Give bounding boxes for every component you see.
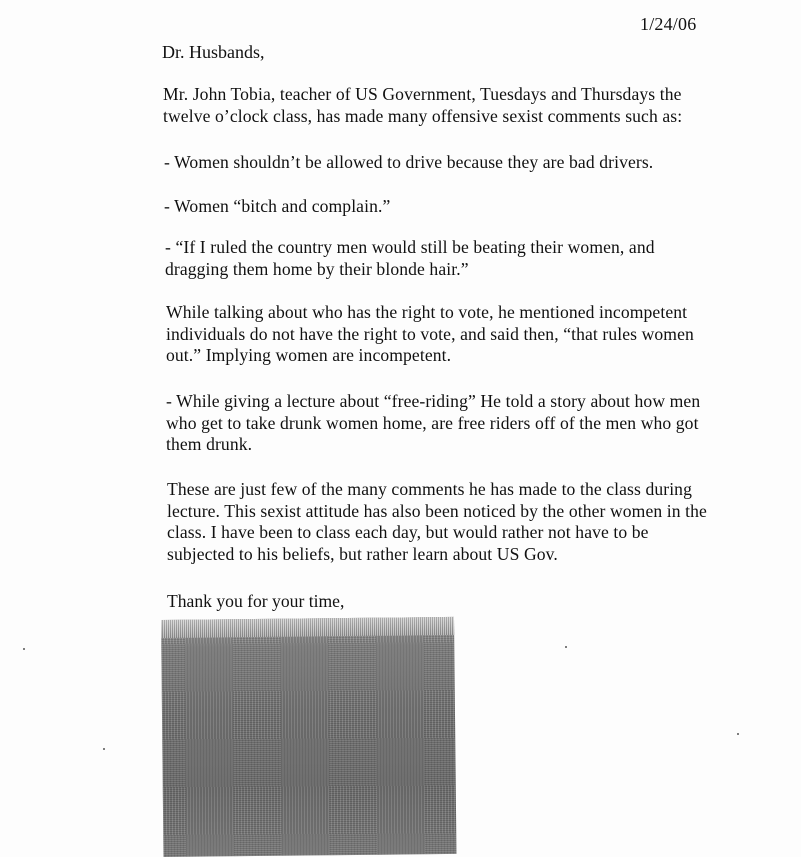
paragraph-line: class. I have been to class each day, but would rather not have to be — [167, 522, 649, 542]
paragraph-line: - Women shouldn’t be allowed to drive because they are bad drivers. — [164, 152, 654, 172]
paragraph-free-riding — [166, 391, 700, 456]
paragraph-line: them drunk. — [166, 434, 253, 454]
paragraph-line: - “If I ruled the country men would still be beating their women, and — [165, 237, 655, 257]
paragraph-line: dragging them home by their blonde hair.” — [165, 258, 469, 279]
paragraph-line: - While giving a lecture about “free-riding” He told a story about how men — [166, 391, 701, 411]
redacted-signature-block — [161, 617, 456, 857]
letter-date: 1/24/06 — [640, 14, 697, 34]
paragraph-line: out.” Implying women are incompetent. — [166, 345, 452, 365]
paragraph-line: who get to take drunk women home, are free riders off of the men who got — [166, 412, 699, 433]
paragraph-line: - Women “bitch and complain.” — [164, 196, 391, 216]
paragraph-line: lecture. This sexist attitude has also been noticed by the other women in the — [167, 500, 707, 521]
paragraph-comment-ruled — [165, 237, 655, 280]
paragraph-line: These are just few of the many comments he has made to the class during — [167, 479, 692, 499]
paragraph-line: While talking about who has the right to vote, he mentioned incompetent — [166, 302, 688, 322]
salutation: Dr. Husbands, — [162, 42, 265, 62]
scan-speck — [737, 733, 739, 735]
paragraph-vote — [166, 302, 694, 367]
paragraph-comment-complain — [164, 196, 390, 218]
scan-speck — [103, 748, 105, 750]
scan-speck — [565, 646, 567, 648]
closing-line: Thank you for your time, — [167, 591, 345, 611]
paragraph-summary — [167, 479, 707, 565]
scan-speck — [23, 648, 25, 650]
redaction-scan-edge — [161, 617, 454, 638]
paragraph-intro — [163, 84, 682, 127]
paragraph-line: twelve o’clock class, has made many offensive sexist comments such as: — [163, 105, 683, 126]
paragraph-line: Mr. John Tobia, teacher of US Government, Tuesdays and Thursdays the — [163, 84, 682, 104]
paragraph-line: subjected to his beliefs, but rather learn about US Gov. — [167, 543, 558, 564]
paragraph-line: individuals do not have the right to vote, and said then, “that rules women — [166, 323, 694, 344]
paragraph-comment-driving — [164, 152, 653, 174]
